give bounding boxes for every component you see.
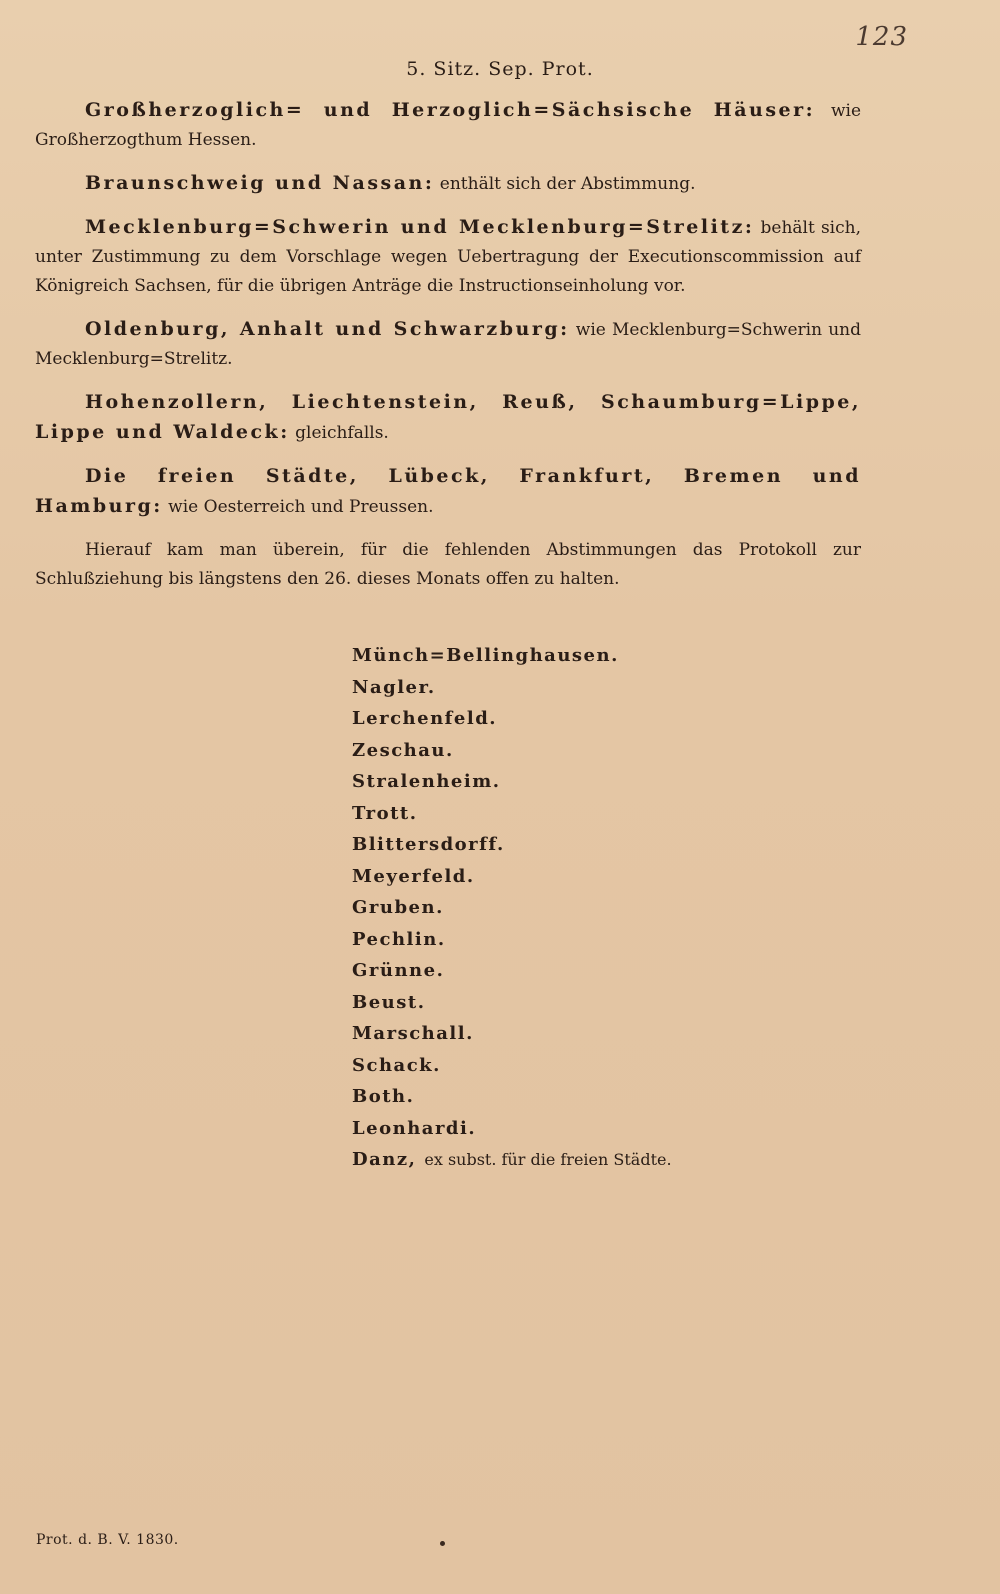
signature-suffix: ex subst. für die freien Städte. <box>424 1150 672 1169</box>
signature: Zeschau. <box>352 739 454 761</box>
signature-name: Danz, <box>352 1149 417 1170</box>
signature: Marschall. <box>352 1023 474 1044</box>
paragraph-head: Die freien Städte, Lübeck, Frankfurt, Bremen und Hamburg: <box>35 465 861 517</box>
paragraph-hohenzollern <box>35 388 861 448</box>
paragraph-saxon-houses <box>35 96 861 155</box>
paragraph-head: Hohenzollern, Liechtenstein, Reuß, Schaumburg=Lippe, Lippe und Waldeck: <box>35 391 861 443</box>
signature: Blittersdorff. <box>352 834 505 855</box>
signature: Both. <box>352 1086 415 1107</box>
signature: Stralenheim. <box>352 771 501 792</box>
signature: Pechlin. <box>352 928 446 950</box>
paragraph-agreement <box>35 536 861 594</box>
page-number-handwritten: 123 <box>855 22 908 52</box>
paragraph-text: behält sich, unter Zustimmung zu dem Vorschlage wegen Uebertragung der Executionscommission auf Königreich Sachsen, für die übrigen Anträge die Instructionseinholung vor. <box>35 218 861 296</box>
paragraph-head: Mecklenburg=Schwerin und Mecklenburg=Strelitz: <box>85 216 755 238</box>
signature: Leonhardi. <box>352 1117 477 1139</box>
paragraph-head: Oldenburg, Anhalt und Schwarzburg: <box>85 318 570 340</box>
running-head: 5. Sitz. Sep. Prot. <box>406 58 594 80</box>
signature: Lerchenfeld. <box>352 708 498 729</box>
paragraph-text: wie Mecklenburg=Schwerin und Mecklenburg=Strelitz. <box>35 320 861 369</box>
signature: Nagler. <box>352 676 436 698</box>
signature: Grünne. <box>352 960 445 981</box>
paragraph-text: Hierauf kam man überein, für die fehlenden Abstimmungen das Protokoll zur Schlußziehung bis längstens den 26. dieses Monats offen zu halten. <box>35 540 861 589</box>
paragraph-text: gleichfalls. <box>289 423 389 443</box>
signature: Münch=Bellinghausen. <box>352 645 619 666</box>
ink-dot <box>440 1541 445 1546</box>
paragraph-text: wie Großherzogthum Hessen. <box>35 101 861 150</box>
signature-list <box>352 640 672 1176</box>
paragraph-text: wie Oesterreich und Preussen. <box>162 497 434 517</box>
signature: Gruben. <box>352 897 444 918</box>
paragraph-free-cities <box>35 462 861 522</box>
signature: Beust. <box>352 991 426 1013</box>
paragraph-braunschweig <box>35 169 861 199</box>
paragraph-mecklenburg <box>35 213 861 301</box>
paragraph-head: Braunschweig und Nassan: <box>85 172 435 194</box>
signature: Trott. <box>352 802 418 824</box>
signature: Meyerfeld. <box>352 865 475 887</box>
signature: Schack. <box>352 1054 441 1076</box>
paragraph-text: enthält sich der Abstimmung. <box>434 174 696 194</box>
protocol-body <box>35 96 861 608</box>
paragraph-oldenburg <box>35 315 861 374</box>
footer-signature-mark: Prot. d. B. V. 1830. <box>36 1532 179 1548</box>
paragraph-head: Großherzoglich= und Herzoglich=Sächsische Häuser: <box>85 99 816 121</box>
signature-danz <box>352 1144 672 1176</box>
